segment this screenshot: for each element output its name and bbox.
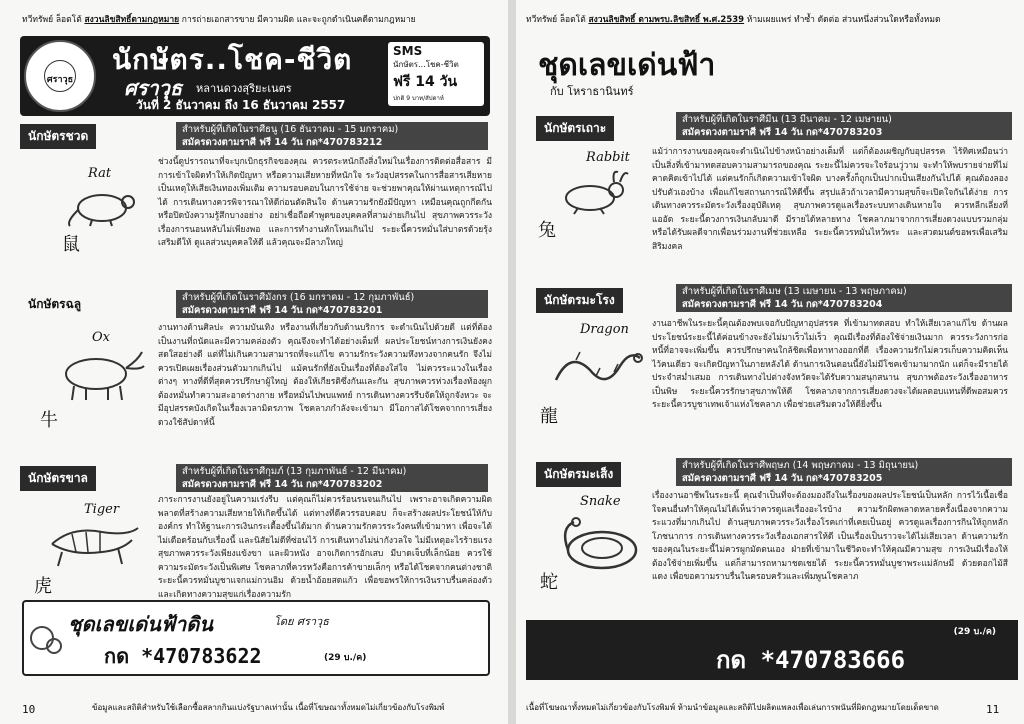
- lucky-number-box: [526, 620, 1018, 680]
- datebar-rat-code: สมัครดวงตามราศี ฟรี 14 วัน กด*470783212: [182, 137, 383, 148]
- snake-label: Snake: [580, 494, 621, 509]
- rabbit-horoscope-text: แม้ว่าการงานของคุณจะดำเนินไปข้างหน้าอย่างเต็มที่ แต่ก็ต้องเผชิญกับอุปสรรค ไร้ทิศเหมือนว่าเป็นสิ่งที่เข้ามาทดสอบความสามารถของคุณ ระยะนี้ไม่ควรจะใจร้อนวู่วาม จะทำให้พบรายจ่ายที่ไม่คาดคิดเข้าไปได้ แต่คนรักก็เกิดความเข้าใจผิด บางครั้งก็ถูกเป็นปากเป็นเสียงกันไปได้ คุณต้องลองปรับตัวเองบ้าง เพื่อแก้ไขสถานการณ์ให้ดีขึ้น สรุปแล้วถ้าเวลามีความสุขก็จะเปิดใจกันได้ง่าย การเดินทางควรระมัดระวังเรื่องอุบัติเหตุ สุขภาพควรดูแลเรื่องระบบทางเดินหายใจ ควรหลีกเลี่ยงที่แออัด ระยะนี้ดวงการเงินกลับมาดี มีรายได้หลายทาง โชคลาภมาจากการเสี่ยงดวงแบบรวมกลุ่ม หรือได้รับผลดีจากเพื่อนร่วมงานที่ช่วยเหลือ ระยะนี้ควรหมั่นไหว้พระ และสวดมนต์ขอพรเพื่อเสริมสิริมงคล: [652, 147, 1008, 252]
- lucky-number-code: กด *470783666: [716, 646, 906, 674]
- lucky-number-box: [22, 600, 490, 676]
- snake-illustration: [536, 494, 652, 604]
- datebar-ox: [176, 290, 488, 318]
- datebar-rabbit-code: สมัครดวงตามราศี ฟรี 14 วัน กด*470783203: [682, 127, 883, 138]
- dragon-glyph: 龍: [540, 406, 558, 427]
- datebar-snake-code: สมัครดวงตามราศี ฟรี 14 วัน กด*470783205: [682, 473, 883, 484]
- page-title: ชุดเลขเด่นฟ้า: [538, 48, 716, 83]
- left-page: [0, 0, 508, 724]
- rabbit-illustration: [536, 150, 646, 246]
- datebar-ox-dates: สำหรับผู้ที่เกิดในราศีมังกร (16 มกราคม - 12 กุมภาพันธ์): [182, 292, 415, 303]
- sign-tab-snake: นักษัตรมะเส็ง: [536, 462, 621, 487]
- lucky-number-price: (29 บ./ค): [953, 627, 996, 637]
- datebar-rabbit: [676, 112, 1012, 140]
- rabbit-label: Rabbit: [586, 150, 630, 165]
- sms-label: SMS: [393, 44, 423, 58]
- lucky-number-title: ชุดเลขเด่นฟ้าดิน: [68, 612, 213, 636]
- sms-free: ฟรี 14 วัน: [393, 74, 458, 90]
- lucky-number-byline: โดย ศราวุธ: [274, 615, 329, 628]
- rat-illustration: [62, 166, 152, 256]
- datebar-rabbit-dates: สำหรับผู้ที่เกิดในราศีมีน (13 มีนาคม - 12 เมษายน): [682, 114, 892, 125]
- running-head-rest: ห้ามเผยแพร่ ทำซ้ำ ดัดต่อ ส่วนหนึ่งส่วนใดหรือทั้งหมด: [746, 15, 941, 25]
- banner-title: นักษัตร..โชค-ชีวิต: [112, 43, 353, 76]
- datebar-ox-code: สมัครดวงตามราศี ฟรี 14 วัน กด*470783201: [182, 305, 383, 316]
- datebar-dragon: [676, 284, 1012, 312]
- page-number: 10: [22, 703, 36, 716]
- rabbit-icon: [552, 168, 642, 216]
- sms-fine-print: ปกติ 9 บาท/สัปดาห์: [393, 95, 444, 102]
- datebar-dragon-code: สมัครดวงตามราศี ฟรี 14 วัน กด*470783204: [682, 299, 883, 310]
- datebar-tiger-code: สมัครดวงตามราศี ฟรี 14 วัน กด*470783202: [182, 479, 383, 490]
- banner-dates: วันที่ 2 ธันวาคม ถึง 16 ธันวาคม 2557: [136, 98, 346, 112]
- running-head-bold: สงวนลิขสิทธิ์ ตามพรบ.ลิขสิทธิ์ พ.ศ.2539: [588, 15, 745, 25]
- tiger-label: Tiger: [84, 502, 120, 517]
- tiger-horoscope-text: ภาระการงานยังอยู่ในความเร่งรีบ แต่คุณก็ไม่ควรร้อนรนจนเกินไป เพราะอาจเกิดความผิดพลาดที่สร้างความเสียหายให้เกิดขึ้นได้ แต่ทางที่ดีควรรอบคอบ ก็จะสร้างผลประโยชน์ให้กับองค์กร ทำให้ฐานะการเงินกระเตื้องขึ้นได้มาก ด้านความรักควรระวังคนที่เข้ามาหา เพื่อจะได้ไม่เดือดร้อนกับเรื่องนี้ และนิสัยไม่ดีที่ซ่อนไว้ การเดินทางไม่น่ากังวลใจ ไม่มีเหตุอะไรร้ายแรง สุขภาพควรระวังเพียงแข้งขา และผิวหนัง อาจเกิดการอักเสบ มีบาดเจ็บที่เล็กน้อย ควรใช้ความระมัดระวังเป็นพิเศษ โชคลาภที่ควรหวังคือการค้าขายเล็กๆ หรือได้โชคจากคนต่างชาติ ระยะนี้ควรหมั่นบูชาแจกแม่กวนอิม ด้วยน้ำอ้อยสดแก้ว เพื่อขอพรให้การเงินราบรื่นคล่องตัว และเกิดทางความสุขแก่เรื่องความรัก: [158, 495, 492, 600]
- rat-label: Rat: [88, 166, 112, 181]
- datebar-tiger-dates: สำหรับผู้ที่เกิดในราศีกุมภ์ (13 กุมภาพันธ์ - 12 มีนาคม): [182, 466, 407, 477]
- horoscope-banner: [20, 36, 490, 116]
- sms-box: [388, 42, 484, 106]
- zodiac-brand: ศราวุธ: [46, 75, 74, 85]
- rat-horoscope-text: ช่วงนี้ดูปรารถนาที่จะบุกเบิกธุรกิจของคุณ ควรตระหนักถึงสิ่งใหม่ในเรื่องการติดต่อสื่อสาร มีการเข้าใจผิดทำให้เกิดปัญหา หรือความเสียหายที่หนักใจ ระวังอุปสรรคในการสื่อสารเสียหาย เป็นเหตุให้เสียเงินทองเพิ่มเติม ความรอบคอบในการใช้จ่าย จะช่วยพาคุณให้ผ่านเหตุการณ์ไปได้ การเดินทางควรพิจารณาให้ดีก่อนตัดสินใจ ด้านความรักยังมีปัญหา เหมือนคุณถูกกีดกัน หรือปิดบังความรู้สึกบางอย่าง อย่าเชื่อถือคำพูดของบุคคลที่สามง่ายเกินไป สุขภาพควรระวังเรื่องการนอนหลับไม่เพียงพอ และการทำงานหักโหมเกินไป ระยะนี้ควรหมั่นใส่บาตรด้วยรุ้งเสริมดีให้ ดูแลส่วนบุคคลให้ดี แล้วคุณจะมีลาภใหญ่: [158, 157, 492, 248]
- datebar-snake-dates: สำหรับผู้ที่เกิดในราศีพฤษภ (14 พฤษภาคม - 13 มิถุนายน): [682, 460, 919, 471]
- running-head-rest: การถ่ายเอกสารขาย มีความผิด และจะถูกดำเนินคดีตามกฎหมาย: [181, 15, 416, 25]
- rat-icon: [62, 182, 152, 228]
- running-head-bold: สงวนลิขสิทธิ์ตามกฎหมาย: [84, 15, 180, 25]
- page-subtitle: กับ โหราธานินทร์: [550, 85, 634, 98]
- page-footer: เนื้อที่โฆษณาทั้งหมดไม่เกี่ยวข้องกับโรงพิมพ์ ห้ามนำข้อมูลและสถิติไปผลิตแพลงเพื่อเล่นการพนันที่ผิดกฎหมายโดยเด็ดขาด: [526, 703, 939, 712]
- snake-icon: [546, 514, 646, 574]
- sms-sub: นักษัตร...โชค-ชีวิต: [393, 60, 459, 69]
- page-number: 11: [986, 703, 1000, 716]
- snake-horoscope-text: เรื่องงานอาชีพในระยะนี้ คุณจำเป็นที่จะต้องมองถึงในเรื่องของผลประโยชน์เป็นหลัก การไว้เนื้อเชื่อใจคนอื่นทำให้คุณไม่ได้เห็นว่าควรดูแลเรื่องอะไรบ้าง ความรักผิดพลาดหลายครั้งเนื่องจากความระแวงที่มากเกินไป ด้านสุขภาพควรระวังเรื่องโรคเก่าที่เคยเป็นอยู่ ควรดูแลเรื่องการกินให้ถูกหลักโภชนาการ การเดินทางควรระวังเรื่องเอกสารให้ดี เป็นเรื่องเป็นราวจะได้ไม่เสียเวลา ด้านความรักของคุณในระยะนี้ไม่ควรผูกมัดตนเอง ฝ่ายที่เข้ามาในชีวิตจะทำให้คุณมีความสุข การเงินมีเรื่องให้ต้องใช้จ่ายเพิ่มขึ้น แต่ก็สามารถหามาชดเชยได้ ระยะนี้ควรหมั่นบูชาพระแม่ลักษมี ด้วยดอกไม้สีแดง เพื่อขอความราบรื่นในครอบครัวและเพิ่มพูนโชคลาภ: [652, 491, 1008, 582]
- sign-tab-ox: นักษัตรฉลู: [28, 297, 82, 311]
- page-gutter: [508, 0, 516, 724]
- datebar-rat: [176, 122, 488, 150]
- datebar-dragon-dates: สำหรับผู้ที่เกิดในราศีเมษ (13 เมษายน - 13 พฤษภาคม): [682, 286, 907, 297]
- running-head: [22, 12, 492, 26]
- dragon-label: Dragon: [580, 322, 629, 337]
- sign-tab-rat: นักษัตรชวด: [20, 124, 96, 149]
- sign-tab-rabbit: นักษัตรเถาะ: [536, 116, 614, 141]
- running-head-plain: ทวีทรัพย์ ล็อตโต้: [526, 15, 586, 25]
- dragon-icon: [546, 340, 646, 400]
- ox-glyph: 牛: [40, 410, 58, 431]
- lucky-number-code: กด *470783622: [104, 644, 262, 668]
- dragon-horoscope-text: งานอาชีพในระยะนี้คุณต้องพบเจอกับปัญหาอุปสรรค ที่เข้ามาทดสอบ ทำให้เสียเวลาแก้ไข ด้านผลประโยชน์ระยะนี้ได้ค่อนข้างจะยังไม่มาเร็วไม่เร็ว คุณมีเรื่องที่ต้องใช้จ่ายเงินมาก ควรระวังการก่อหนี้ที่อาจจะเพิ่มขึ้น ควรปรึกษาคนใกล้ชิดเพื่อหาทางออกที่ดี เรื่องความรักไม่ควรเก็บความคิดเห็นไว้คนเดียว จะเกิดปัญหาในภายหลังได้ ด้านการเงินตอนนี้ยังไม่มีโชคเข้ามามากนัก แต่ก็จะมีรายได้ประจำสม่ำเสมอ การเดินทางไปต่างจังหวัดจะได้รับความสนุกสนาน สุขภาพต้องระวังเรื่องอาหารเป็นพิษ ระยะนี้ควรรักษาสุขภาพให้ดี โชคลาภจากการเสี่ยงดวงจะได้ผลตอบแทนที่ดีพอสมควร ระยะนี้ควรบูชาเทพเจ้าแห่งโชคลาภ เพื่อช่วยเสริมดวงให้ดียิ่งขึ้น: [652, 319, 1008, 410]
- tiger-icon: [42, 518, 146, 568]
- snake-glyph: 蛇: [540, 572, 558, 593]
- running-head-plain: ทวีทรัพย์ ล็อตโต้: [22, 15, 82, 25]
- page-footer: ข้อมูลและสถิติสำหรับใช้เลือกซื้อสลากกินแบ่งรัฐบาลเท่านั้น เนื้อที่โฆษณาทั้งหมดไม่เกี่ยวข้องกับโรงพิมพ์: [92, 703, 445, 712]
- tiger-glyph: 虎: [34, 576, 52, 597]
- lucky-number-price: (29 บ./ค): [324, 653, 367, 663]
- banner-author: ศราวุธ: [124, 76, 183, 100]
- ox-illustration: [40, 330, 150, 430]
- right-page: [516, 0, 1024, 724]
- ox-label: Ox: [92, 330, 110, 345]
- rat-glyph: 鼠: [62, 234, 80, 255]
- ox-horoscope-text: งานทางด้านศิลปะ ความบันเทิง หรืองานที่เกี่ยวกับด้านบริการ จะดำเนินไปด้วยดี แต่ที่ต้องเป็นงานที่ถนัดและมีความคล่องตัว คุณจึงจะทำได้อย่างเต็มที่ ผลประโยชน์ทางการเงินยังคงสดใสอย่างดี แต่ที่ไม่เกินความสามารถที่จะแก้ไข ความรักระวังความหึงหวงจากคนรัก จึงไม่ควรเปิดเผยเรื่องส่วนตัวมากเกินไป แม้คนรักที่ยังเป็นเรื่องที่ต้องใส่ใจ ไม่ควรระแวงในเรื่องต่างๆ ทางที่ดีที่สุดควรปรึกษาผู้ใหญ่ ต้องให้เกียรติซึ่งกันและกัน สุขภาพควรห่วงเรื่องท้องผูก ต้องหมั่นทำความสะอาดร่างกาย หรือหมั่นไปพบแพทย์ การเดินทางควรรีบจัดให้ถูกจังหวะ จะมีอุปสรรคบังเกิดในเรื่องเวลามิตรภาพ โชคลาภกำลังจะเข้ามา มีโอกาสได้โชคจากการเสี่ยงดวงใช้สัปดาห์นี้: [158, 323, 492, 428]
- rabbit-glyph: 兔: [538, 220, 556, 241]
- datebar-snake: [676, 458, 1012, 486]
- banner-author-sub: หลานดวงสุริยะเนตร: [196, 82, 292, 95]
- datebar-tiger: [176, 464, 488, 492]
- spiral-icon: [46, 638, 62, 654]
- ox-icon: [50, 346, 146, 402]
- sign-tab-dragon: นักษัตรมะโรง: [536, 288, 623, 313]
- running-head: [526, 12, 1016, 26]
- dragon-illustration: [536, 322, 652, 432]
- zodiac-wheel-icon: [24, 40, 96, 112]
- sign-tab-tiger: นักษัตรขาล: [20, 466, 96, 491]
- tiger-illustration: [34, 502, 154, 598]
- datebar-rat-dates: สำหรับผู้ที่เกิดในราศีธนู (16 ธันวาคม - 15 มกราคม): [182, 124, 399, 135]
